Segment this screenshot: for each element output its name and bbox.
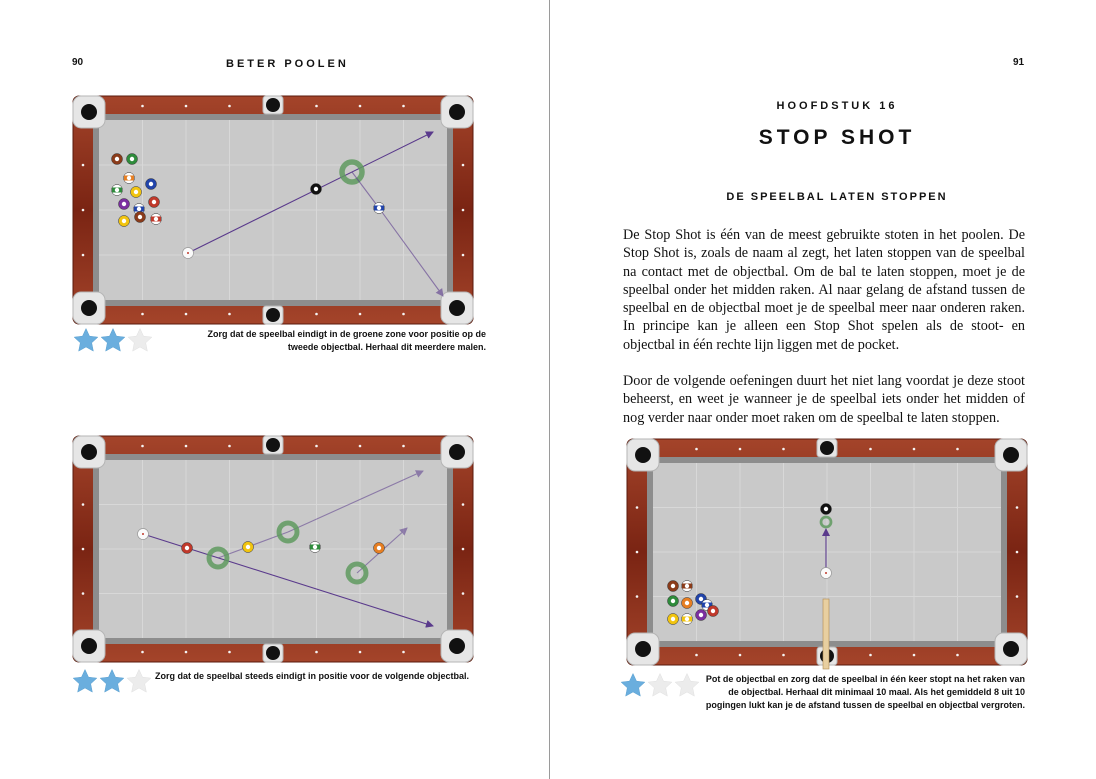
pocket xyxy=(81,104,97,120)
star-empty-icon xyxy=(648,674,672,697)
cue-ball-dot xyxy=(187,252,189,254)
star-rating xyxy=(73,328,154,354)
ball-number-spot xyxy=(134,190,138,194)
rail-diamond xyxy=(402,445,405,448)
page-spine xyxy=(549,0,550,779)
star-filled-icon xyxy=(101,329,125,352)
body-text xyxy=(623,226,1025,427)
caption-line: Pot de objectbal en zorg dat de speelbal in één keer stopt na het raken van xyxy=(705,674,1025,684)
page-number-left: 90 xyxy=(72,57,84,68)
pocket xyxy=(449,300,465,316)
running-head: BETER POOLEN xyxy=(226,58,349,70)
caption-line: tweede objectbal. Herhaal dit meerdere malen. xyxy=(287,342,486,352)
ball-number-spot xyxy=(671,584,675,588)
rail-diamond xyxy=(913,448,916,451)
rail-diamond xyxy=(462,592,465,595)
rail-diamond xyxy=(462,164,465,167)
pocket xyxy=(449,444,465,460)
paragraph-1: De Stop Shot is één van de meest gebruikte stoten in het poolen. De Stop Shot is, zoals de naam al zegt, het laten stoppen van de speelbal na contact met de objectbal. Om de bal te laten stoppen, moet je de speelbal onder het midden raken. Al naar gelang de afstand tussen de speelbal en de objectbal moet je de speelbal meer naar onderen raken. In principe kan je alleen een Stop Shot spelen als de stoot- en objectbal in één rechte lijn liggen met de pocket. xyxy=(623,227,1025,353)
rail-diamond xyxy=(141,651,144,654)
rail-diamond xyxy=(636,595,639,598)
pocket xyxy=(81,638,97,654)
exercise-1-caption xyxy=(186,328,486,354)
chapter-title: STOP SHOT xyxy=(758,126,916,149)
rail-diamond xyxy=(869,654,872,657)
ball-number-spot xyxy=(313,545,317,549)
caption-line: Zorg dat de speelbal eindigt in de groene zone voor positie op de xyxy=(207,329,486,339)
star-filled-icon xyxy=(73,670,97,693)
rail-diamond xyxy=(359,445,362,448)
rail-diamond xyxy=(141,105,144,108)
rail-diamond xyxy=(462,209,465,212)
difficulty-rating-3 xyxy=(620,673,700,699)
ball-number-spot xyxy=(127,176,131,180)
cue-ball-dot xyxy=(142,533,144,535)
rail-diamond xyxy=(141,445,144,448)
pocket xyxy=(449,638,465,654)
star-empty-icon xyxy=(128,329,152,352)
star-rating xyxy=(72,669,153,695)
rail-diamond xyxy=(315,313,318,316)
rail-diamond xyxy=(462,503,465,506)
rail-diamond xyxy=(82,209,85,212)
chapter-label: HOOFDSTUK 16 xyxy=(776,100,898,112)
pocket xyxy=(266,438,280,452)
ball-number-spot xyxy=(152,200,156,204)
pocket xyxy=(635,641,651,657)
rail-diamond xyxy=(185,105,188,108)
pocket xyxy=(266,308,280,322)
rail-diamond xyxy=(956,654,959,657)
rail-diamond xyxy=(82,254,85,257)
rail-diamond xyxy=(782,654,785,657)
rail-diamond xyxy=(315,105,318,108)
rail-diamond xyxy=(402,313,405,316)
rail-diamond xyxy=(359,105,362,108)
cue-ball-dot xyxy=(825,572,827,574)
rail-diamond xyxy=(1016,595,1019,598)
ball-number-spot xyxy=(685,584,689,588)
rail-diamond xyxy=(636,506,639,509)
pool-table-diagram-1 xyxy=(73,96,473,324)
rail-diamond xyxy=(228,313,231,316)
ball-number-spot xyxy=(699,613,703,617)
pocket xyxy=(266,646,280,660)
rail-diamond xyxy=(782,448,785,451)
ball-number-spot xyxy=(154,217,158,221)
pocket xyxy=(1003,447,1019,463)
ball-number-spot xyxy=(824,507,828,511)
cue-stick xyxy=(823,599,829,669)
rail-diamond xyxy=(228,651,231,654)
pool-table-diagram-3 xyxy=(627,439,1027,665)
ball-number-spot xyxy=(122,219,126,223)
rail-diamond xyxy=(913,654,916,657)
rail-diamond xyxy=(228,445,231,448)
rail-diamond xyxy=(956,448,959,451)
rail-diamond xyxy=(695,448,698,451)
ball-number-spot xyxy=(699,597,703,601)
rail-diamond xyxy=(695,654,698,657)
pocket xyxy=(449,104,465,120)
ball-number-spot xyxy=(185,546,189,550)
rail-diamond xyxy=(636,551,639,554)
ball-number-spot xyxy=(138,215,142,219)
ball-number-spot xyxy=(149,182,153,186)
rail-diamond xyxy=(869,448,872,451)
page-number-right: 91 xyxy=(1013,57,1025,68)
rail-diamond xyxy=(1016,506,1019,509)
pocket xyxy=(820,441,834,455)
caption-line: de objectbal. Herhaal dit minimaal 10 maal. Als het gemiddeld 8 uit 10 xyxy=(728,687,1025,697)
ball-number-spot xyxy=(685,601,689,605)
rail-diamond xyxy=(82,503,85,506)
pool-table-diagram-2 xyxy=(73,436,473,662)
pocket xyxy=(1003,641,1019,657)
rail-diamond xyxy=(185,445,188,448)
rail-diamond xyxy=(315,445,318,448)
rail-diamond xyxy=(141,313,144,316)
ball-number-spot xyxy=(137,207,141,211)
pocket xyxy=(81,300,97,316)
ball-number-spot xyxy=(377,546,381,550)
ball-number-spot xyxy=(671,599,675,603)
rail-diamond xyxy=(739,654,742,657)
ball-number-spot xyxy=(246,545,250,549)
pocket xyxy=(81,444,97,460)
ball-number-spot xyxy=(705,603,709,607)
paragraph-2: Door de volgende oefeningen duurt het niet lang voordat je deze stoot beheerst, en weet je wanneer je de speelbal iets onder het midden of nog verder naar onder moet raken om de speelbal te laten stoppen. xyxy=(623,373,1025,426)
caption-line: pogingen lukt kan je de afstand tussen de speelbal en objectbal vergroten. xyxy=(705,700,1025,710)
ball-number-spot xyxy=(115,188,119,192)
rail-diamond xyxy=(359,651,362,654)
rail-diamond xyxy=(185,651,188,654)
ball-number-spot xyxy=(377,206,381,210)
difficulty-rating-1 xyxy=(73,328,183,354)
exercise-2-caption: Zorg dat de speelbal steeds eindigt in positie voor de volgende objectbal. xyxy=(155,671,470,681)
star-rating xyxy=(620,673,701,699)
ball-number-spot xyxy=(122,202,126,206)
rail-diamond xyxy=(82,548,85,551)
ball-number-spot xyxy=(671,617,675,621)
star-filled-icon xyxy=(74,329,98,352)
pocket xyxy=(266,98,280,112)
star-filled-icon xyxy=(100,670,124,693)
rail-diamond xyxy=(739,448,742,451)
rail-diamond xyxy=(462,254,465,257)
pocket xyxy=(635,447,651,463)
rail-diamond xyxy=(82,164,85,167)
rail-diamond xyxy=(82,592,85,595)
ball-number-spot xyxy=(685,617,689,621)
star-empty-icon xyxy=(127,670,151,693)
rail-diamond xyxy=(402,105,405,108)
rail-diamond xyxy=(1016,551,1019,554)
rail-diamond xyxy=(462,548,465,551)
rail-diamond xyxy=(359,313,362,316)
ball-number-spot xyxy=(711,609,715,613)
rail-diamond xyxy=(402,651,405,654)
star-filled-icon xyxy=(621,674,645,697)
rail-diamond xyxy=(315,651,318,654)
rail-diamond xyxy=(228,105,231,108)
ball-number-spot xyxy=(314,187,318,191)
exercise-3-caption xyxy=(695,673,1025,712)
ball-number-spot xyxy=(115,157,119,161)
ball-number-spot xyxy=(130,157,134,161)
section-title: DE SPEELBAL LATEN STOPPEN xyxy=(726,191,948,203)
rail-diamond xyxy=(185,313,188,316)
